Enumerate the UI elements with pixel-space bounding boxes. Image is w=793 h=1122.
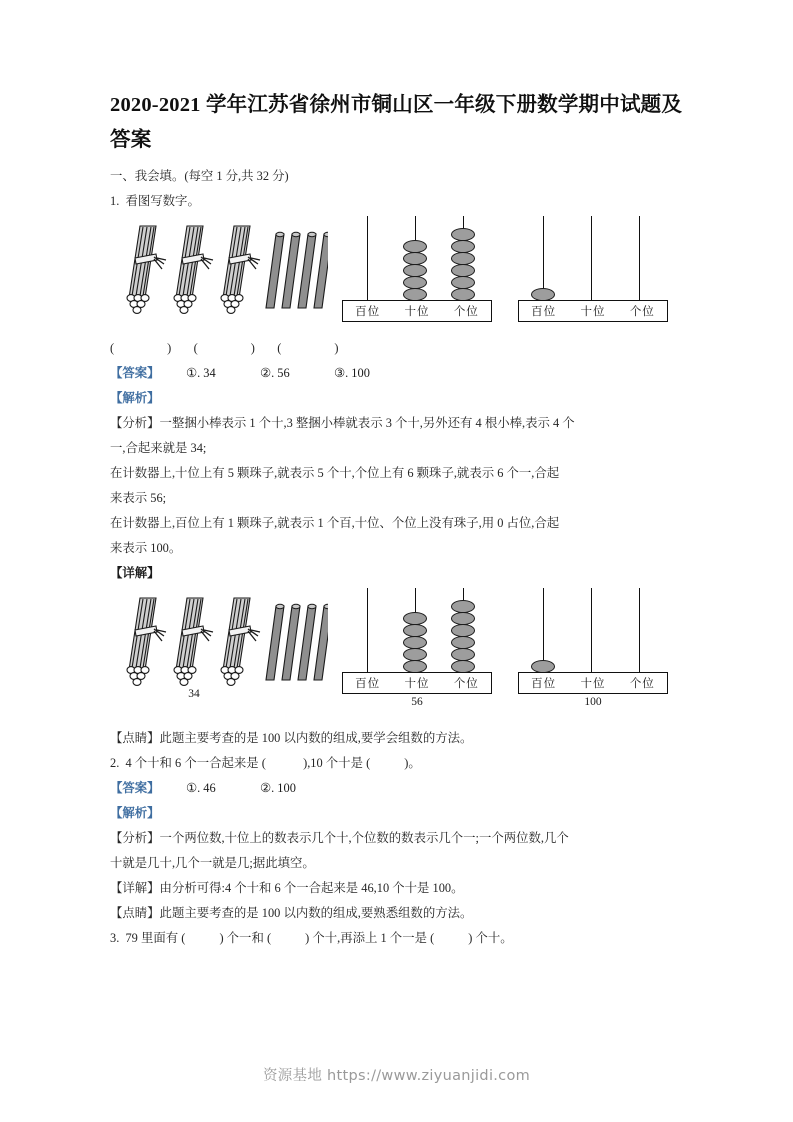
- place-label-tens: 十位: [404, 304, 430, 318]
- question-1-answer-figure: [110, 586, 688, 726]
- stick-bundle: [127, 226, 166, 313]
- place-label-ones: 个位: [453, 304, 479, 318]
- analysis-line: 十就是几十,几个一就是几;据此填空。: [110, 856, 315, 870]
- loose-stick: [314, 604, 328, 680]
- answer-item-1: ①. 46: [186, 781, 216, 795]
- place-label-ones: 个位: [453, 676, 479, 690]
- loose-stick: [282, 604, 300, 680]
- place-label-tens: 十位: [580, 304, 606, 318]
- place-label-ones: 个位: [629, 676, 655, 690]
- analysis-line: 在计数器上,十位上有 5 颗珠子,就表示 5 个十,个位上有 6 颗珠子,就表示 6 个一,合起: [110, 466, 560, 480]
- stick-bundle-group: [118, 218, 328, 314]
- stick-bundle-group: [118, 590, 328, 700]
- stick-bundle: [221, 598, 260, 685]
- rod-ones: [639, 588, 640, 674]
- answer-item-2: ②. 56: [260, 366, 290, 380]
- abacus-100: [518, 216, 668, 320]
- question-1-stem: 1. 看图写数字。: [110, 194, 200, 208]
- question-2-stem: 2. 4 个十和 6 个一合起来是 ( ),10 个十是 ( )。: [110, 756, 421, 770]
- loose-stick: [266, 604, 284, 680]
- answer-item-3: ③. 100: [334, 366, 370, 380]
- stick-bundle: [221, 226, 260, 313]
- loose-stick: [282, 232, 300, 308]
- sticks-caption: 34: [188, 688, 200, 700]
- place-label-hundreds: 百位: [531, 304, 557, 318]
- stick-bundle: [127, 598, 166, 685]
- abacus-base: [342, 300, 492, 322]
- explanation-label: 【解析】: [110, 806, 160, 820]
- abacus-base: [342, 672, 492, 694]
- place-label-hundreds: 百位: [355, 676, 381, 690]
- question-1-figure: [110, 214, 688, 336]
- place-label-tens: 十位: [404, 676, 430, 690]
- analysis-line: 【分析】一整捆小棒表示 1 个十,3 整捆小棒就表示 3 个十,另外还有 4 根小棒,表示 4 个: [110, 416, 575, 430]
- answer-label: 【答案】: [110, 781, 160, 795]
- answer-label: 【答案】: [110, 366, 160, 380]
- footer-watermark: 资源基地 https://www.ziyuanjidi.com: [262, 1068, 531, 1084]
- analysis-line: 一,合起来就是 34;: [110, 441, 207, 455]
- document-content: [110, 88, 688, 951]
- analysis-line: 来表示 100。: [110, 541, 182, 555]
- detail-label: 【详解】: [110, 566, 160, 580]
- loose-stick: [266, 232, 284, 308]
- analysis-line: 来表示 56;: [110, 491, 167, 505]
- abacus-56: [342, 216, 492, 320]
- question-1-highlight: 【点睛】此题主要考查的是 100 以内数的组成,要学会组数的方法。: [110, 731, 473, 745]
- stick-bundle: [174, 226, 213, 313]
- abacus-base: [518, 300, 668, 322]
- loose-stick: [298, 604, 316, 680]
- rod-hundreds: [367, 216, 368, 302]
- stick-bundle: [174, 598, 213, 685]
- place-label-hundreds: 百位: [531, 676, 557, 690]
- place-label-hundreds: 百位: [355, 304, 381, 318]
- rod-tens: [591, 216, 592, 302]
- question-3-stem: 3. 79 里面有 ( ) 个一和 ( ) 个十,再添上 1 个一是 ( ) 个十。: [110, 931, 513, 945]
- abacus-56: [342, 588, 492, 712]
- analysis-line: 在计数器上,百位上有 1 颗珠子,就表示 1 个百,十位、个位上没有珠子,用 0 占位,合起: [110, 516, 560, 530]
- loose-stick: [314, 232, 328, 308]
- page-title: 2020-2021 学年江苏省徐州市铜山区一年级下册数学期中试题及答案: [110, 94, 683, 151]
- loose-stick: [298, 232, 316, 308]
- abacus-base: [518, 672, 668, 694]
- answer-item-1: ①. 34: [186, 366, 216, 380]
- question-2-answer-row: [110, 776, 688, 801]
- section-heading: 一、我会填。(每空 1 分,共 32 分): [110, 169, 289, 183]
- question-2-highlight: 【点睛】此题主要考查的是 100 以内数的组成,要熟悉组数的方法。: [110, 906, 473, 920]
- answer-item-2: ②. 100: [260, 781, 296, 795]
- question-2-detail: 【详解】由分析可得:4 个十和 6 个一合起来是 46,10 个十是 100。: [110, 881, 464, 895]
- question-1-blanks: ( ) ( ) ( ): [110, 341, 341, 355]
- analysis-line: 【分析】一个两位数,十位上的数表示几个十,个位数的数表示几个一;一个两位数,几个: [110, 831, 569, 845]
- rod-tens: [591, 588, 592, 674]
- place-label-tens: 十位: [580, 676, 606, 690]
- place-label-ones: 个位: [629, 304, 655, 318]
- explanation-label: 【解析】: [110, 391, 160, 405]
- abacus-caption: 56: [411, 696, 423, 708]
- abacus-100: [518, 588, 668, 712]
- question-1-answer-row: [110, 361, 688, 386]
- stick-bundles-svg: [118, 590, 328, 690]
- rod-hundreds: [367, 588, 368, 674]
- abacus-caption: 100: [584, 696, 602, 708]
- rod-ones: [639, 216, 640, 302]
- stick-bundles-svg: [118, 218, 328, 318]
